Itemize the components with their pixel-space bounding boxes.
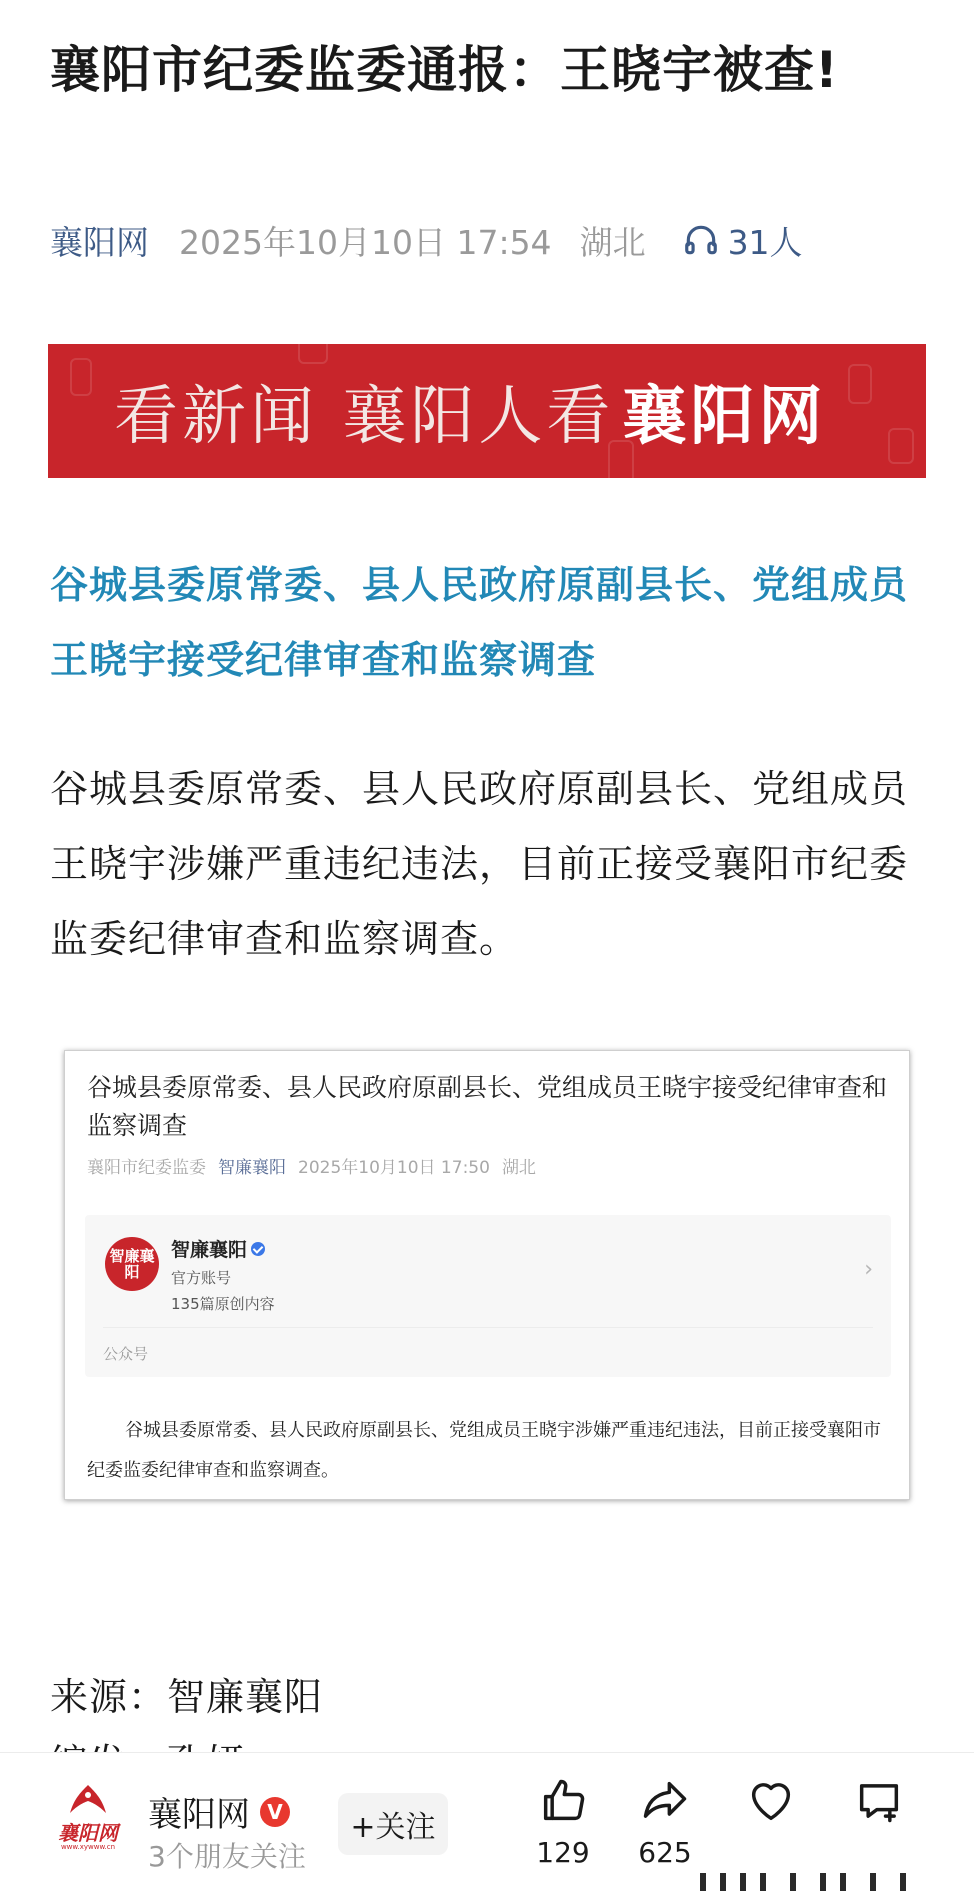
embedded-region: 湖北 [501, 1158, 536, 1178]
account-post-count: 135篇原创内容 [171, 1295, 275, 1313]
bottom-action-bar [0, 1752, 974, 1890]
account-name: 智廉襄阳 [171, 1239, 248, 1261]
embedded-account-card [85, 1215, 891, 1377]
headphones-icon [682, 221, 720, 259]
publisher-logo-text: 襄阳网 [58, 1821, 118, 1845]
region-label: 湖北 [579, 222, 646, 262]
like-button[interactable] [520, 1775, 606, 1869]
comment-count [836, 1837, 922, 1869]
source-link[interactable]: 襄阳网 [50, 222, 149, 262]
banner-brand: 襄阳网 [622, 380, 827, 454]
publisher-name-row[interactable] [148, 1787, 290, 1836]
embedded-body: 谷城县委原常委、县人民政府原副县长、党组成员王晓宇涉嫌严重违纪违法，目前正接受襄阳市纪委监委纪律审查和监察调查。 [87, 1420, 881, 1481]
banner-decoration [888, 428, 914, 464]
banner-slogan: 看新闻 襄阳人看 [114, 380, 615, 454]
comment-icon [853, 1775, 905, 1827]
banner-decoration [848, 364, 872, 404]
embedded-meta [87, 1153, 536, 1178]
share-count: 625 [638, 1836, 692, 1869]
embedded-title: 谷城县委原常委、县人民政府原副县长、党组成员王晓宇接受纪律审查和监察调查 [87, 1073, 888, 1140]
verified-icon [251, 1242, 265, 1256]
publisher-logo[interactable] [52, 1783, 124, 1859]
account-avatar: 智廉襄阳 [105, 1237, 159, 1291]
follow-button[interactable]: +关注 [338, 1793, 448, 1855]
article-source-line: 来源：智廉襄阳 [50, 1675, 324, 1719]
article-meta [50, 214, 803, 266]
share-icon [639, 1775, 691, 1827]
friends-following: 3个朋友关注 [148, 1840, 306, 1873]
account-card-footer: 公众号 [103, 1345, 149, 1363]
blurred-overlay [690, 1871, 940, 1891]
thumbs-up-icon [537, 1775, 589, 1827]
embedded-account: 智廉襄阳 [218, 1158, 286, 1178]
publisher-name: 襄阳网 [148, 1795, 250, 1835]
account-type: 官方账号 [171, 1269, 232, 1287]
banner-decoration [298, 334, 328, 364]
comment-button[interactable] [836, 1775, 922, 1869]
article-body: 谷城县委原常委、县人民政府原副县长、党组成员王晓宇涉嫌严重违纪违法，目前正接受襄阳市纪委监委纪律审查和监察调查。 [50, 767, 909, 961]
article-title: 襄阳市纪委监委通报：王晓宇被查! [50, 41, 839, 99]
chevron-right-icon: › [864, 1257, 873, 1282]
listen-button[interactable] [682, 217, 803, 264]
publisher-logo-url: www.xywww.cn [60, 1843, 116, 1851]
heart-icon [745, 1775, 797, 1827]
embedded-date: 2025年10月10日 17:50 [298, 1158, 490, 1178]
favorite-button[interactable] [728, 1775, 814, 1869]
article-subheading: 谷城县委原常委、县人民政府原副县长、党组成员王晓宇接受纪律审查和监察调查 [50, 563, 909, 682]
verified-badge: V [260, 1797, 290, 1827]
card-divider [103, 1327, 873, 1328]
publisher-logo-icon [68, 1783, 108, 1817]
listen-count: 31人 [727, 222, 803, 262]
promo-banner[interactable] [48, 344, 926, 478]
share-button[interactable] [622, 1775, 708, 1869]
like-count: 129 [536, 1836, 590, 1869]
account-name-row [171, 1235, 265, 1262]
banner-text [48, 365, 826, 457]
embedded-author: 襄阳市纪委监委 [87, 1158, 206, 1178]
embedded-screenshot[interactable] [64, 1050, 910, 1500]
publish-date: 2025年10月10日 17:54 [179, 222, 552, 262]
favorite-count [728, 1837, 814, 1869]
